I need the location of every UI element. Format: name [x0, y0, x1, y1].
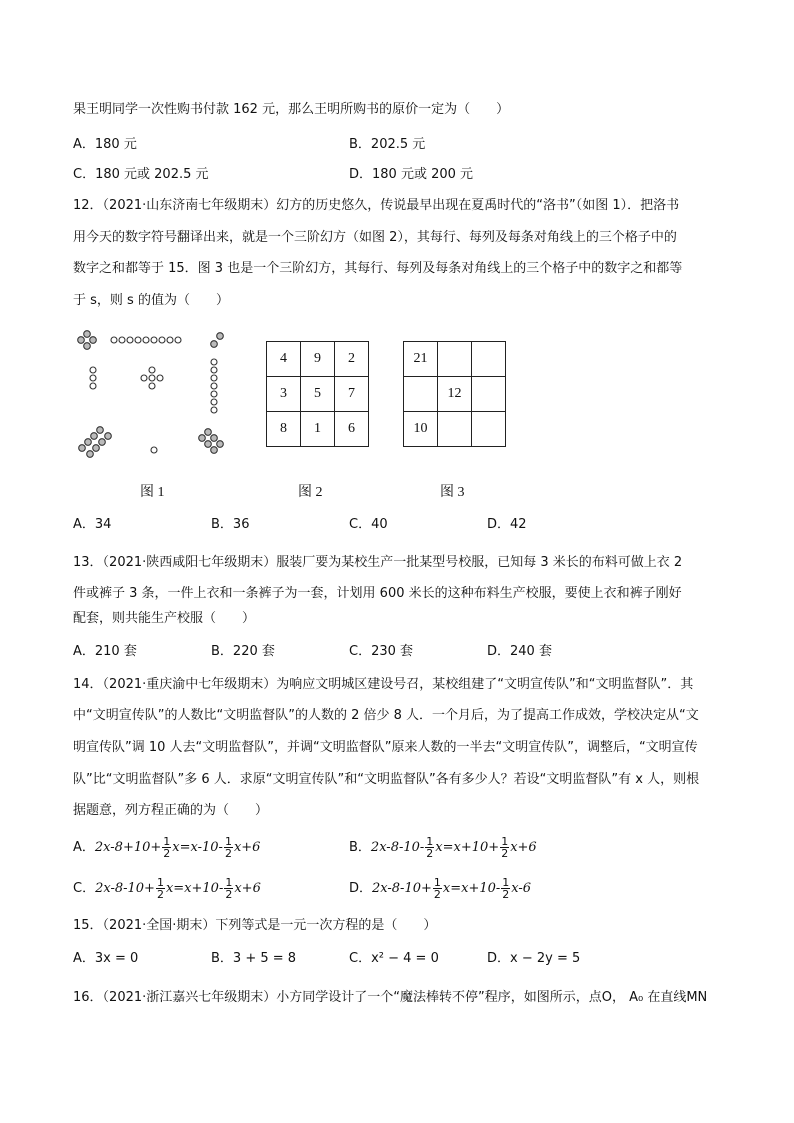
q15-option-b: B．3 + 5 = 8: [211, 951, 297, 966]
q12-option-a: A．34: [73, 517, 112, 532]
equation-part: x+6: [234, 881, 261, 896]
q11-option-c: C．180 元或 202.5 元: [73, 167, 209, 182]
option-label: D．: [349, 881, 373, 896]
q14-line-2: 中“文明宣传队”的人数比“文明监督队”的人数的 2 倍少 8 人．一个月后，为了提高工作成效，学校决定从“文: [73, 708, 699, 723]
fraction: [224, 877, 233, 900]
q14-option-b: [349, 836, 537, 859]
q13-option-b: B．220 套: [211, 644, 275, 659]
q12-option-b: B．36: [211, 517, 250, 532]
grid2-cell: 8: [267, 412, 301, 447]
q15-line: 15．（2021·全国·期末）下列等式是一元一次方程的是（ ）: [73, 918, 437, 933]
grid2-cell: 7: [335, 377, 369, 412]
q11-option-b: B．202.5 元: [349, 137, 426, 152]
grid2-cell: 6: [335, 412, 369, 447]
fraction: [224, 836, 233, 859]
q12-option-d: D．42: [487, 517, 527, 532]
q14-line-4: 队”比“文明监督队”多 6 人．求原“文明宣传队”和“文明监督队”各有多少人？若设“文明监督队”有 x 人，则根: [73, 772, 700, 787]
fraction-denominator: 2: [502, 888, 510, 901]
grid2-cell: 4: [267, 342, 301, 377]
fraction-numerator: 1: [501, 835, 509, 848]
option-label: C．: [73, 881, 96, 896]
grid2-cell: 1: [301, 412, 335, 447]
grid3-cell: [404, 377, 438, 412]
equation-part: x=x+10-: [165, 881, 224, 896]
grid3-cell: [438, 342, 472, 377]
fraction-denominator: 2: [224, 847, 232, 860]
fraction-denominator: 2: [433, 888, 441, 901]
q11-option-a: A．180 元: [73, 137, 137, 152]
q14-option-c: [73, 877, 261, 900]
magic-square-2: [266, 341, 369, 447]
magic-square-3: [403, 341, 506, 447]
option-label: A．: [73, 840, 95, 855]
grid2-cell: 5: [301, 377, 335, 412]
q12-line-3: 数字之和都等于 15．图 3 也是一个三阶幻方，其每行、每列及每条对角线上的三个格子中的数字之和都等: [73, 261, 683, 276]
q14-option-d: [349, 877, 531, 900]
grid3-cell: 12: [438, 377, 472, 412]
q12-option-c: C．40: [349, 517, 388, 532]
grid3-cell: [472, 342, 506, 377]
q13-line-1: 13．（2021·陕西咸阳七年级期末）服装厂要为某校生产一批某型号校服，已知每 3 米长的布料可做上衣 2: [73, 555, 683, 570]
q16-line: 16．（2021·浙江嘉兴七年级期末）小方同学设计了一个“魔法棒转不停”程序，如图所示，点O， A₀ 在直线MN: [73, 990, 708, 1005]
fraction: [156, 877, 165, 900]
q13-option-d: D．240 套: [487, 644, 552, 659]
fraction-numerator: 1: [224, 835, 232, 848]
equation-part: x=x-10-: [172, 840, 223, 855]
q12-line-1: 12．（2021·山东济南七年级期末）幻方的历史悠久，传说最早出现在夏禹时代的“洛书”（如图 1）．把洛书: [73, 198, 680, 213]
figure-2-caption: 图 2: [298, 485, 323, 500]
fraction-denominator: 2: [225, 888, 233, 901]
figure-1-caption: 图 1: [140, 485, 165, 500]
q14-option-a: [73, 836, 260, 859]
grid2-cell: 9: [301, 342, 335, 377]
grid3-cell: 10: [404, 412, 438, 447]
q13-option-c: C．230 套: [349, 644, 414, 659]
fraction-numerator: 1: [433, 876, 441, 889]
figure-3-caption: 图 3: [440, 485, 465, 500]
equation-part: x=x+10+: [435, 840, 500, 855]
equation-part: 2x-8-10-: [370, 840, 425, 855]
grid3-cell: [472, 412, 506, 447]
q11-option-d: D．180 元或 200 元: [349, 167, 474, 182]
q13-line-2: 件或裤子 3 条，一件上衣和一条裤子为一套，计划用 600 米长的这种布料生产校服，要使上衣和裤子刚好: [73, 586, 682, 601]
equation-part: x+6: [510, 840, 537, 855]
fraction-denominator: 2: [501, 847, 509, 860]
fraction-denominator: 2: [156, 888, 164, 901]
q15-option-c: C．x² − 4 = 0: [349, 951, 439, 966]
grid2-cell: 2: [335, 342, 369, 377]
equation-part: x+6: [233, 840, 261, 855]
q15-option-d: D．x − 2y = 5: [487, 951, 581, 966]
equation-part: 2x-8-10+: [95, 881, 155, 896]
q15-option-a: A．3x = 0: [73, 951, 139, 966]
grid3-cell: [438, 412, 472, 447]
equation-part: 2x-8-10+: [372, 881, 432, 896]
fraction: [162, 836, 171, 859]
q14-line-3: 明宣传队”调 10 人去“文明监督队”，并调“文明监督队”原来人数的一半去“文明宣传队”，调整后，“文明宣传: [73, 740, 698, 755]
option-label: B．: [349, 840, 371, 855]
q12-line-2: 用今天的数字符号翻译出来，就是一个三阶幻方（如图 2），其每行、每列及每条对角线上的三个格子中的: [73, 230, 677, 245]
fraction: [425, 836, 434, 859]
fraction-numerator: 1: [163, 835, 171, 848]
equation-part: x=x+10-: [442, 881, 501, 896]
q14-line-1: 14．（2021·重庆渝中七年级期末）为响应文明城区建设号召，某校组建了“文明宣传队”和“文明监督队”．其: [73, 677, 694, 692]
grid3-cell: 21: [404, 342, 438, 377]
fraction-denominator: 2: [426, 847, 434, 860]
fraction-numerator: 1: [426, 835, 434, 848]
fraction: [501, 877, 510, 900]
fraction-numerator: 1: [502, 876, 510, 889]
grid3-cell: [472, 377, 506, 412]
fraction: [433, 877, 442, 900]
equation-part: x-6: [511, 881, 532, 896]
luoshu-figure: [72, 328, 232, 468]
q11-text: 果王明同学一次性购书付款 162 元，那么王明所购书的原价一定为（ ）: [73, 102, 510, 117]
fraction: [500, 836, 509, 859]
q13-option-a: A．210 套: [73, 644, 137, 659]
equation-part: 2x-8+10+: [94, 840, 162, 855]
q13-line-3: 配套，则共能生产校服（ ）: [73, 611, 256, 626]
fraction-numerator: 1: [156, 876, 164, 889]
fraction-numerator: 1: [225, 876, 233, 889]
q12-line-4: 于 s，则 s 的值为（ ）: [73, 293, 229, 308]
q14-line-5: 据题意，列方程正确的为（ ）: [73, 803, 269, 818]
fraction-denominator: 2: [163, 847, 171, 860]
grid2-cell: 3: [267, 377, 301, 412]
